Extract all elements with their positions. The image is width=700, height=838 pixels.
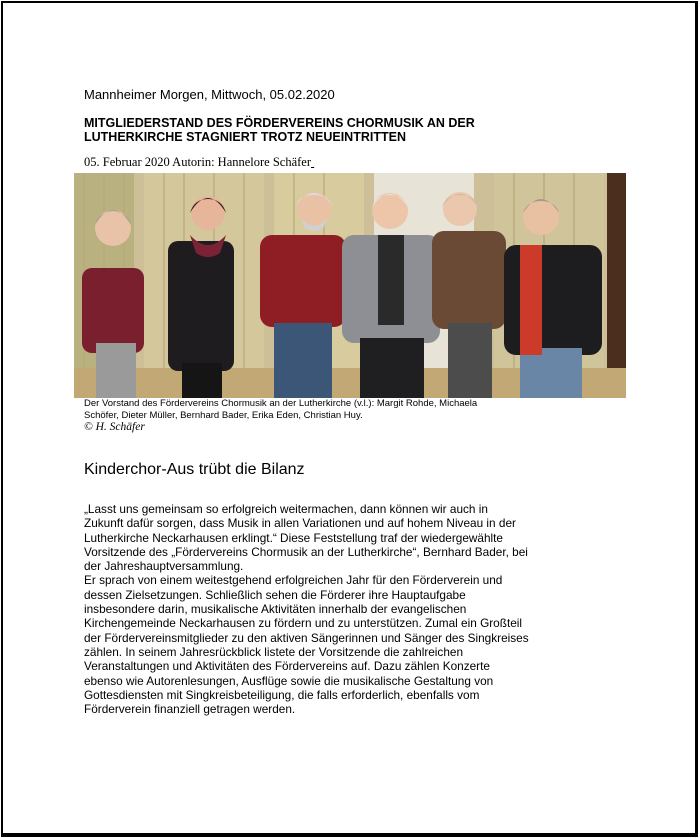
body-line: Er sprach von einem weitestgehend erfolgreichen Jahr für den Förderverein und xyxy=(84,573,503,588)
group-photo xyxy=(74,173,626,398)
body-line: ebenso wie Autorenlesungen, Ausflüge sowie die musikalische Gestaltung von xyxy=(84,673,494,688)
headline-line: LUTHERKIRCHE STAGNIERT TROTZ NEUEINTRITTEN xyxy=(84,130,406,144)
body-line: insbesondere darin, musikalische Aktivitäten innerhalb der evangelischen xyxy=(84,602,467,617)
caption-line: Schöfer, Dieter Müller, Bernhard Bader, Erika Eden, Christian Huy. xyxy=(84,409,363,421)
section-title: Kinderchor-Aus trübt die Bilanz xyxy=(84,461,305,478)
byline-underline xyxy=(311,155,314,169)
photo-credit: © H. Schäfer xyxy=(84,421,145,433)
body-line: Kirchengemeinde Neckarhausen zu fördern und zu unterstützen. Zumal ein Großteil xyxy=(84,616,523,631)
body-line: Lutherkirche Neckarhausen erklingt.“ Diese Feststellung traf der wiedergewählte xyxy=(84,530,503,545)
article-body xyxy=(84,502,644,716)
headline-line: MITGLIEDERSTAND DES FÖRDERVEREINS CHORMUSIK AN DER xyxy=(84,116,475,130)
body-line: Förderverein finanziell getragen werden. xyxy=(84,702,296,717)
article-headline xyxy=(84,116,604,144)
body-line: zählen. In seinem Jahresrückblick listete der Vorsitzende die zahlreichen xyxy=(84,644,464,659)
body-line: der Fördervereinsmitglieder zu den aktiven Sängerinnen und Sänger des Singkreises xyxy=(84,630,529,645)
byline-text: 05. Februar 2020 Autorin: Hannelore Schäfer xyxy=(84,155,312,169)
body-line: der Jahreshauptversammlung. xyxy=(84,559,244,574)
body-line: dessen Zielsetzungen. Schließlich sehen die Förderer ihre Hauptaufgabe xyxy=(84,587,466,602)
body-line: Zukunft dafür sorgen, dass Musik in allen Variationen und auf hohem Niveau in der xyxy=(84,516,516,531)
group-photo-illustration xyxy=(74,173,626,398)
article-byline xyxy=(84,155,314,170)
body-line: Gottesdiensten mit Singkreisbeteiligung, die falls erforderlich, ebenfalls vom xyxy=(84,687,480,702)
caption-line: Der Vorstand des Fördervereins Chormusik an der Lutherkirche (v.l.): Margit Rohde, Michaela xyxy=(84,398,478,409)
photo-caption xyxy=(84,398,604,421)
body-line: „Lasst uns gemeinsam so erfolgreich weitermachen, dann können wir auch in xyxy=(84,502,488,516)
body-line: Veranstaltungen und Aktivitäten des Fördervereins auf. Dazu zählen Konzerte xyxy=(84,659,490,674)
newspaper-source: Mannheimer Morgen, Mittwoch, 05.02.2020 xyxy=(84,87,335,102)
body-line: Vorsitzende des „Fördervereins Chormusik an der Lutherkirche“, Bernhard Bader, bei xyxy=(84,544,528,559)
